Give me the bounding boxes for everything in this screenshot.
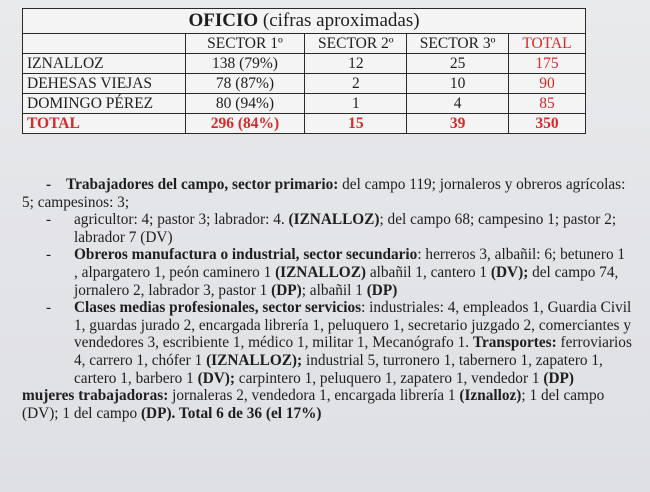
cell-sector-2: 1 — [305, 94, 407, 114]
bullet-text: ferroviarios 4, carrero 1, chófer 1 — [74, 334, 632, 369]
bullet-primario — [22, 176, 632, 211]
bullet-place: (IZNALLOZ) — [275, 263, 367, 281]
header-sector-3: SECTOR 3º — [407, 34, 509, 54]
cell-sector-2: 2 — [305, 74, 407, 94]
oficio-table-container — [22, 8, 586, 134]
bullet-text: : herreros 3, albañil: 6; betunero 1 , alpargatero 1, peón caminero 1 — [74, 246, 626, 281]
bullet-text: ; albañil 1 — [301, 281, 367, 299]
header-sector-1: SECTOR 1º — [185, 34, 305, 54]
total-sector-1: 296 (84%) — [185, 114, 305, 134]
bullet-text: agricultor: 4; pastor 3; labrador: 4. — [74, 211, 289, 229]
table-title-rest: (cifras aproximadas) — [258, 10, 420, 31]
bullet-text: : industriales: 4, empleados 1, Guardia Civil 1, guardas jurado 2, encargada librería 1, peluquero 1, secretario juzgado 2, comerciantes y vendedores 3, escribiente 1, médico 1, militar 1, Mecanógrafo 1. — [74, 299, 632, 352]
bullet-heading: Obreros manufactura o industrial, sector secundario — [74, 246, 418, 264]
bullet-place: (DP) — [366, 281, 398, 299]
mujeres-text: ; 1 del campo (DV); 1 del campo — [22, 387, 605, 422]
cell-sector-1: 78 (87%) — [185, 74, 305, 94]
bullet-text: del campo 119; jornaleros y obreros agrícolas: 5; campesinos: 3; — [22, 176, 626, 211]
table-row — [23, 94, 586, 114]
bullet-dash: - — [46, 211, 52, 229]
cell-total: 90 — [508, 74, 585, 94]
row-label: DOMINGO PÉREZ — [23, 94, 186, 114]
bullet-place: (IZNALLOZ); — [206, 351, 303, 369]
bullet-place: (DP) — [271, 281, 302, 299]
bullet-text: del campo 74, jornalero 2, labrador 3, pastor 1 — [74, 263, 619, 299]
cell-sector-3: 4 — [407, 94, 509, 114]
oficio-table — [22, 8, 586, 134]
table-header-row — [23, 34, 586, 54]
bullet-dash: - — [46, 176, 52, 193]
mujeres-total: (DP). Total 6 de 36 (el 17%) — [140, 404, 322, 422]
mujeres-heading: mujeres trabajadoras: — [22, 387, 169, 405]
mujeres-place: (Iznalloz) — [459, 387, 522, 405]
bullet-place: (DP) — [543, 369, 574, 387]
bullet-dash: - — [46, 299, 52, 317]
cell-sector-1: 138 (79%) — [185, 54, 305, 74]
table-title-bold: OFICIO — [188, 10, 259, 31]
bullet-text: industrial 5, turronero 1, tabernero 1, zapatero 1, cartero 1, barbero 1 — [74, 351, 603, 387]
bullet-text: carpintero 1, peluquero 1, zapatero 1, vendedor 1 — [234, 369, 544, 387]
bullet-heading: Trabajadores del campo, sector primario: — [66, 176, 339, 193]
bullet-primario-iznalloz — [22, 211, 632, 246]
bullet-heading: Clases medias profesionales, sector servicios — [74, 299, 362, 317]
bullet-place: (IZNALLOZ) — [288, 211, 380, 229]
header-total: TOTAL — [508, 34, 585, 54]
cell-total: 175 — [508, 54, 585, 74]
cell-sector-2: 12 — [305, 54, 407, 74]
bullet-subheading: Transportes: — [472, 334, 557, 352]
header-sector-2: SECTOR 2º — [305, 34, 407, 54]
bullet-secundario — [22, 246, 632, 299]
row-label: IZNALLOZ — [23, 54, 186, 74]
cell-sector-3: 25 — [407, 54, 509, 74]
bullet-dash: - — [46, 246, 52, 264]
bullet-place: (DV); — [197, 369, 235, 387]
cell-sector-3: 10 — [407, 74, 509, 94]
bullet-text: ; del campo 68; campesino 1; pastor 2; labrador 7 (DV) — [74, 211, 617, 246]
bullet-text: albañil 1, cantero 1 — [366, 263, 491, 281]
bullet-servicios — [22, 299, 632, 387]
row-label: DEHESAS VIEJAS — [23, 74, 186, 94]
table-total-row — [23, 114, 586, 134]
cell-sector-1: 80 (94%) — [185, 94, 305, 114]
cell-total: 85 — [508, 94, 585, 114]
table-row — [23, 54, 586, 74]
header-empty — [23, 34, 186, 54]
mujeres-paragraph — [22, 387, 632, 422]
total-label: TOTAL — [23, 114, 186, 134]
body-text — [22, 176, 632, 422]
bullet-place: (DV); — [490, 263, 529, 281]
table-row — [23, 74, 586, 94]
table-title — [23, 9, 586, 34]
total-sector-3: 39 — [407, 114, 509, 134]
total-sector-2: 15 — [305, 114, 407, 134]
table-title-row — [23, 9, 586, 34]
total-total: 350 — [508, 114, 585, 134]
mujeres-text: jornaleras 2, vendedora 1, encargada librería 1 — [168, 387, 460, 405]
